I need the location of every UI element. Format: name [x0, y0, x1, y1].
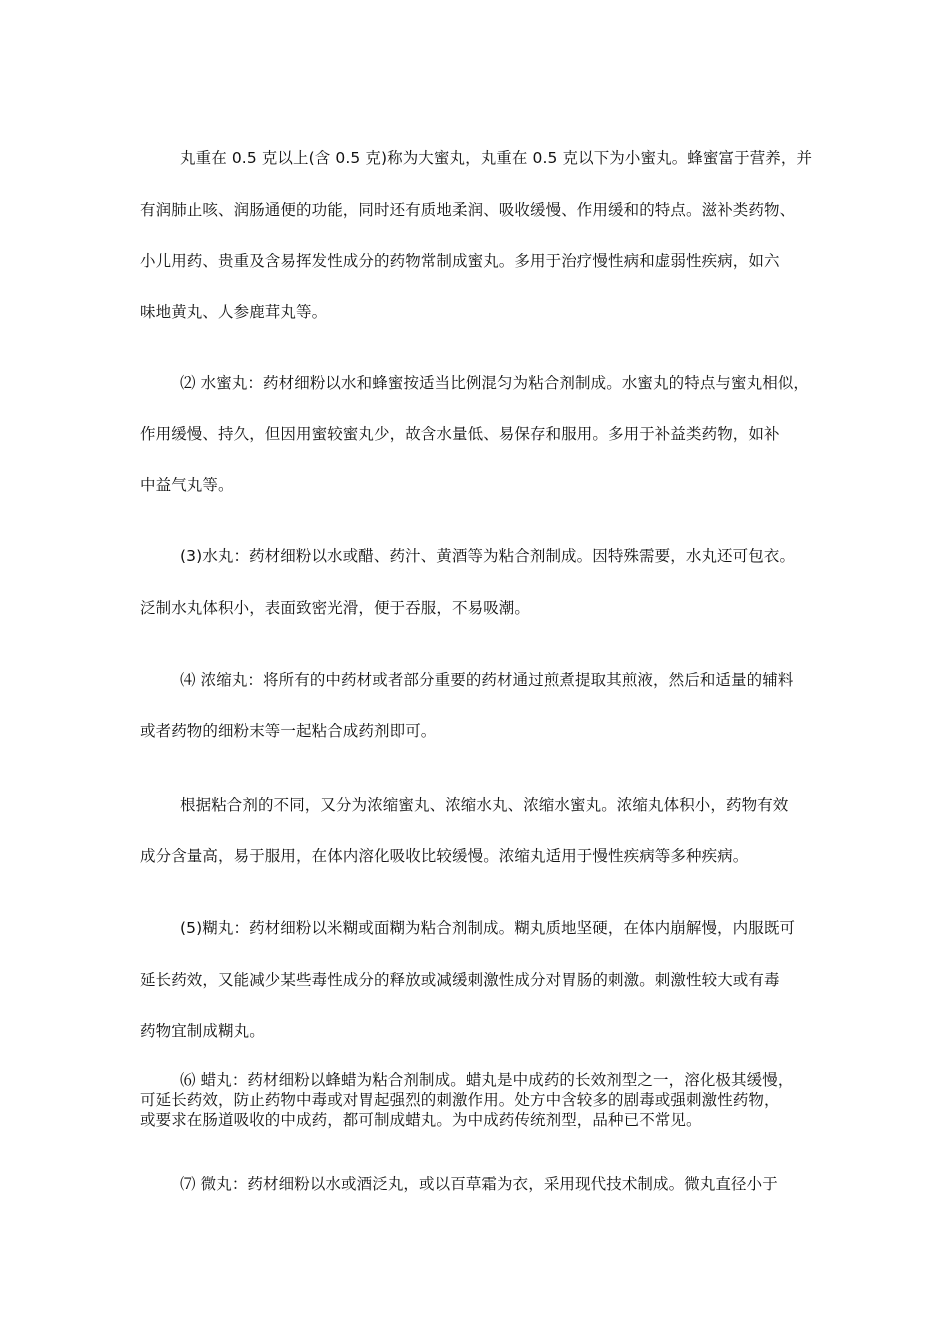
paragraph-line: ⑵ 水蜜丸：药材细粉以水和蜂蜜按适当比例混匀为粘合剂制成。水蜜丸的特点与蜜丸相似，: [180, 374, 810, 392]
paragraph-line: 或者药物的细粉末等一起粘合成药剂即可。: [140, 722, 437, 740]
paragraph-line: ⑹ 蜡丸：药材细粉以蜂蜡为粘合剂制成。蜡丸是中成药的长效剂型之一，溶化极其缓慢，: [180, 1071, 794, 1089]
paragraph-line: 有润肺止咳、润肠通便的功能，同时还有质地柔润、吸收缓慢、作用缓和的特点。滋补类药物、: [140, 201, 796, 219]
paragraph-line: 作用缓慢、持久，但因用蜜较蜜丸少，故含水量低、易保存和服用。多用于补益类药物，如补: [140, 425, 780, 443]
paragraph-line: 成分含量高，易于服用，在体内溶化吸收比较缓慢。浓缩丸适用于慢性疾病等多种疾病。: [140, 847, 749, 865]
paragraph-line: (3)水丸：药材细粉以水或醋、药汁、黄酒等为粘合剂制成。因特殊需要，水丸还可包衣。: [180, 547, 796, 565]
paragraph-line: 丸重在 0.5 克以上(含 0.5 克)称为大蜜丸，丸重在 0.5 克以下为小蜜丸。蜂蜜富于营养，并: [180, 149, 813, 167]
paragraph-line: 可延长药效，防止药物中毒或对胃起强烈的刺激作用。处方中含较多的剧毒或强刺激性药物，: [140, 1091, 780, 1109]
paragraph-line: 中益气丸等。: [140, 476, 234, 494]
paragraph-line: 延长药效，又能减少某些毒性成分的释放或减缓刺激性成分对胃肠的刺激。刺激性较大或有毒: [140, 971, 780, 989]
paragraph-line: 味地黄丸、人参鹿茸丸等。: [140, 303, 328, 321]
paragraph-line: ⑷ 浓缩丸：将所有的中药材或者部分重要的药材通过煎煮提取其煎液，然后和适量的辅料: [180, 671, 794, 689]
paragraph-line: 小儿用药、贵重及含易挥发性成分的药物常制成蜜丸。多用于治疗慢性病和虚弱性疾病，如六: [140, 252, 780, 270]
paragraph-line: 药物宜制成糊丸。: [140, 1022, 265, 1040]
paragraph-line: 或要求在肠道吸收的中成药，都可制成蜡丸。为中成药传统剂型，品种已不常见。: [140, 1111, 702, 1129]
paragraph-line: ⑺ 微丸：药材细粉以水或酒泛丸，或以百草霜为衣，采用现代技术制成。微丸直径小于: [180, 1175, 778, 1193]
paragraph-line: (5)糊丸：药材细粉以米糊或面糊为粘合剂制成。糊丸质地坚硬，在体内崩解慢，内服既可: [180, 919, 796, 937]
paragraph-line: 泛制水丸体积小，表面致密光滑，便于吞服，不易吸潮。: [140, 599, 531, 617]
paragraph-line: 根据粘合剂的不同，又分为浓缩蜜丸、浓缩水丸、浓缩水蜜丸。浓缩丸体积小，药物有效: [180, 796, 789, 814]
